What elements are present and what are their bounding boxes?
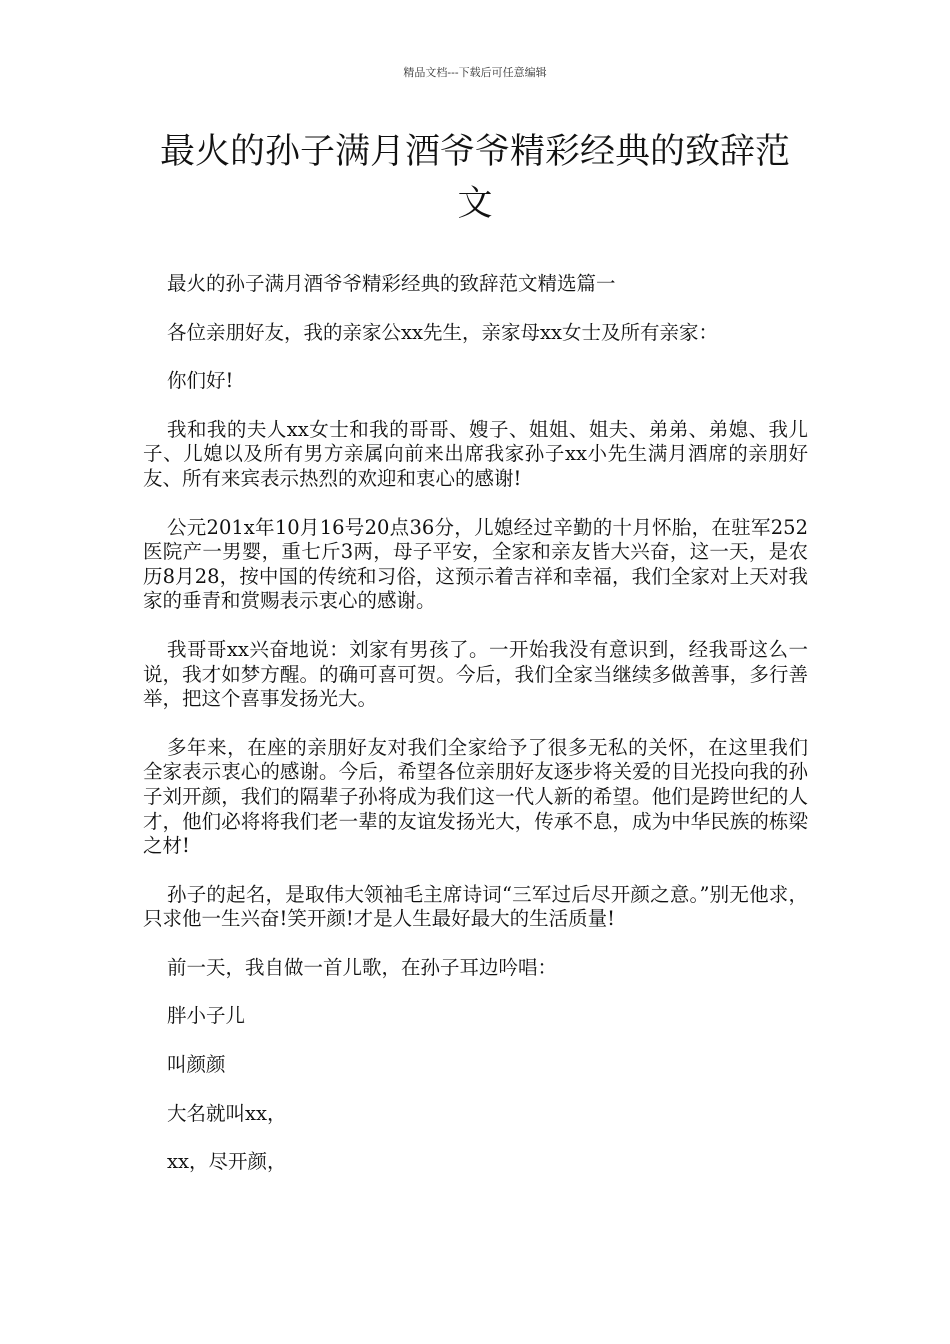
section-heading: 最火的孙子满月酒爷爷精彩经典的致辞范文精选篇一	[167, 272, 616, 295]
song-line: 大名就叫xx，	[167, 1101, 287, 1125]
paragraph-family: 我哥哥xx兴奋地说：刘家有男孩了。一开始我没有意识到，经我哥这么一说，我才如梦方醒。的确可喜可贺。今后，我们全家当继续多做善事，多行善举，把这个喜事发扬光大。	[143, 637, 808, 711]
paragraph-name: 孙子的起名，是取伟大领袖毛主席诗词“三军过后尽开颜之意。”别无他求，只求他一生兴奋!笑开颜!才是人生最好最大的生活质量!	[143, 882, 808, 931]
greeting: 你们好!	[167, 369, 234, 393]
paragraph-song-intro: 前一天，我自做一首儿歌，在孙子耳边吟唱：	[167, 955, 558, 979]
document-title: 最火的孙子满月酒爷爷精彩经典的致辞范文	[159, 132, 790, 224]
salutation: 各位亲朋好友，我的亲家公xx先生，亲家母xx女士及所有亲家：	[167, 320, 718, 344]
document-body	[143, 272, 808, 1199]
song-line: xx，尽开颜，	[167, 1150, 287, 1174]
paragraph-thanks: 多年来，在座的亲朋好友对我们全家给予了很多无私的关怀，在这里我们全家表示衷心的感谢。今后，希望各位亲朋好友逐步将关爱的目光投向我的孙子刘开颜，我们的隔辈子孙将成为我们这一代人新的希望。他们是跨世纪的人才，他们必将将我们老一辈的友谊发扬光大，传承不息，成为中华民族的栋梁之材!	[143, 735, 808, 858]
header-note: 精品文档---下载后可任意编辑	[403, 66, 547, 79]
song-line: 胖小子儿	[167, 1004, 246, 1028]
paragraph-birth: 公元201x年10月16号20点36分，儿媳经过辛勤的十月怀胎，在驻军252医院产一男婴，重七斤3两，母子平安，全家和亲友皆大兴奋，这一天，是农历8月28，按中国的传统和习俗，这预示着吉祥和幸福，我们全家对上天对我家的垂青和赏赐表示衷心的感谢。	[143, 515, 808, 613]
song-line: 叫颜颜	[167, 1053, 226, 1077]
paragraph-welcome: 我和我的夫人xx女士和我的哥哥、嫂子、姐姐、姐夫、弟弟、弟媳、我儿子、儿媳以及所有男方亲属向前来出席我家孙子xx小先生满月酒席的亲朋好友、所有来宾表示热烈的欢迎和衷心的感谢!	[143, 417, 808, 490]
